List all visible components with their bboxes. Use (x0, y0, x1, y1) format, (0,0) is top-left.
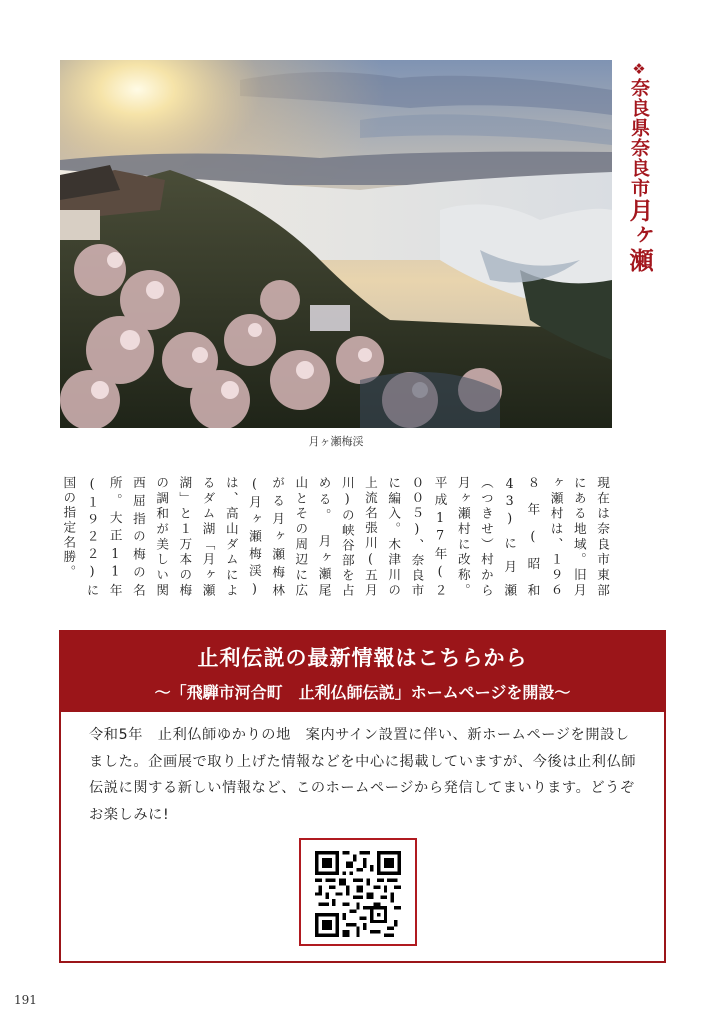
info-box-text: 令和5年 止利仏師ゆかりの地 案内サイン設置に伴い、新ホームページを開設しました。企画展で取り上げた情報などを中心に掲載していますが、今後は止利仏師伝説に関する新しい情報など、このホームページから発信してまいります。どうぞお楽しみに! (89, 727, 637, 823)
description-text: 現在は奈良市東部にある地域。旧月ヶ瀬村は、１９６８年(昭和43)に月瀬（つきせ）村から月ヶ瀬村に改称。平成17年(２００５)、奈良市に編入。木津川の上流名張川(五月川)の峡谷部を占める。 月ヶ瀬尾山とその周辺に広がる月ヶ瀬梅林(月ヶ瀬梅渓)は、高山ダムによるダム湖「月ヶ瀬湖」と１万本の梅の調和が美しい関西屈指の梅の名所。大正11年(１９２２)に国の指定名勝。 (61, 476, 610, 598)
prefecture-label: 奈良県奈良市 (628, 78, 650, 198)
info-box-heading: 止利伝説の最新情報はこちらから (197, 646, 528, 670)
plum-gorge-image (60, 60, 612, 428)
diamond-mark-icon: ❖ (630, 60, 648, 78)
page-number: 191 (14, 993, 37, 1007)
info-box-subheading: 〜「飛騨市河合町 止利仏師伝説」ホームページを開設〜 (154, 683, 571, 702)
photo-caption: 月ヶ瀬梅渓 (308, 435, 364, 448)
location-title (622, 60, 656, 273)
landscape-photo (60, 60, 612, 428)
place-name: 月ヶ瀬 (625, 198, 653, 273)
info-box-header (61, 632, 664, 712)
info-box (59, 630, 666, 963)
qr-code-icon[interactable] (315, 851, 401, 937)
qr-code-frame[interactable] (299, 838, 417, 946)
